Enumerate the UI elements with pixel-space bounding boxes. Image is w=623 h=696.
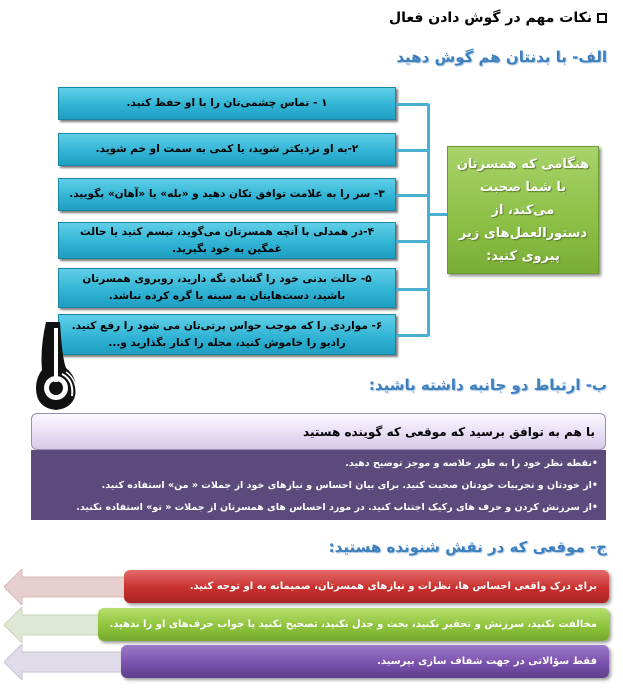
connector-line-4 [396, 240, 429, 243]
summary-box: هنگامی که همسرتان با شما صحبت می‌کند، از دستورالعمل‌های زیر پیروی کنید: [447, 146, 599, 274]
listening-tip-3: ۳- سر را به علامت توافق تکان دهید و «بله» یا «آهان» بگویید. [58, 178, 396, 211]
page-title [389, 10, 607, 26]
connector-line-3 [396, 194, 429, 197]
listening-tip-1: ۱ - تماس چشمی‌تان را با او حفظ کنید. [58, 87, 396, 120]
listening-tip-2: ۲-به او نزدیکتر شوید، یا کمی به سمت او خم شوید. [58, 133, 396, 166]
square-checkbox-icon [597, 13, 607, 23]
listening-tip-5: ۵- حالت بدنی خود را گشاده نگه دارید، روبروی همسرتان باشید، دست‌هایتان به سینه یا گره کرده نباشد. [58, 268, 396, 308]
connector-line-6 [396, 334, 429, 337]
section-be-heading: ب- ارتباط دو جانبه داشته باشید: [368, 376, 607, 394]
listener-tip-3: فقط سؤالاتی در جهت شفاف سازی بپرسید. [121, 645, 609, 678]
speaker-tip-1: •نقطه نظر خود را به طور خلاصه و موجز توضیح دهید. [345, 458, 598, 469]
page-title-text: نکات مهم در گوش دادن فعال [388, 10, 592, 26]
listening-tip-6: ۶- مواردی را که موجب حواس پرتی‌تان می شود را رفع کنید. رادیو را خاموش کنید، مجله را کنار بگذارید و... [58, 314, 396, 355]
institution-logo-icon [32, 318, 80, 412]
connector-line-2 [396, 149, 429, 152]
section-jim-heading: ج- موقعی که در نقش شنونده هستید: [328, 538, 607, 556]
speaker-tip-3: •از سرزنش کردن و حرف های رکیک اجتناب کنید. در مورد احساس های همسرتان از جملات « تو» استفاده نکنید. [76, 502, 598, 513]
arrow-left-icon [4, 569, 134, 605]
connector-main-line [428, 213, 448, 216]
speaker-tips-panel [31, 450, 606, 520]
connector-line-5 [396, 288, 429, 291]
listener-tip-1: برای درک واقعی احساس ها، نظرات و نیازهای همسرتان، صمیمانه به او توجه کنید. [124, 570, 609, 603]
listening-tip-4: ۴-در همدلی با آنچه همسرتان می‌گوید، تبسم کنید یا حالت غمگین به خود بگیرید. [58, 222, 396, 259]
connector-line-1 [396, 103, 429, 106]
speaker-agreement-box: با هم به توافق برسید که موقعی که گوینده هستید [31, 413, 606, 450]
speaker-tip-2: •از خودتان و تجربیات خودتان صحبت کنید. برای بیان احساس و نیازهای خود از جملات « من» استفاده کنید. [101, 480, 598, 491]
arrow-left-icon [4, 644, 134, 680]
connector-vertical-line [427, 104, 430, 336]
listener-tip-2: مخالفت نکنید، سرزنش و تحقیر نکنید، بحث و جدل نکنید، تصحیح نکنید یا جواب حرف‌های او را ندهید. [98, 608, 609, 641]
section-alef-heading: الف- با بدنتان هم گوش دهید [396, 48, 607, 66]
